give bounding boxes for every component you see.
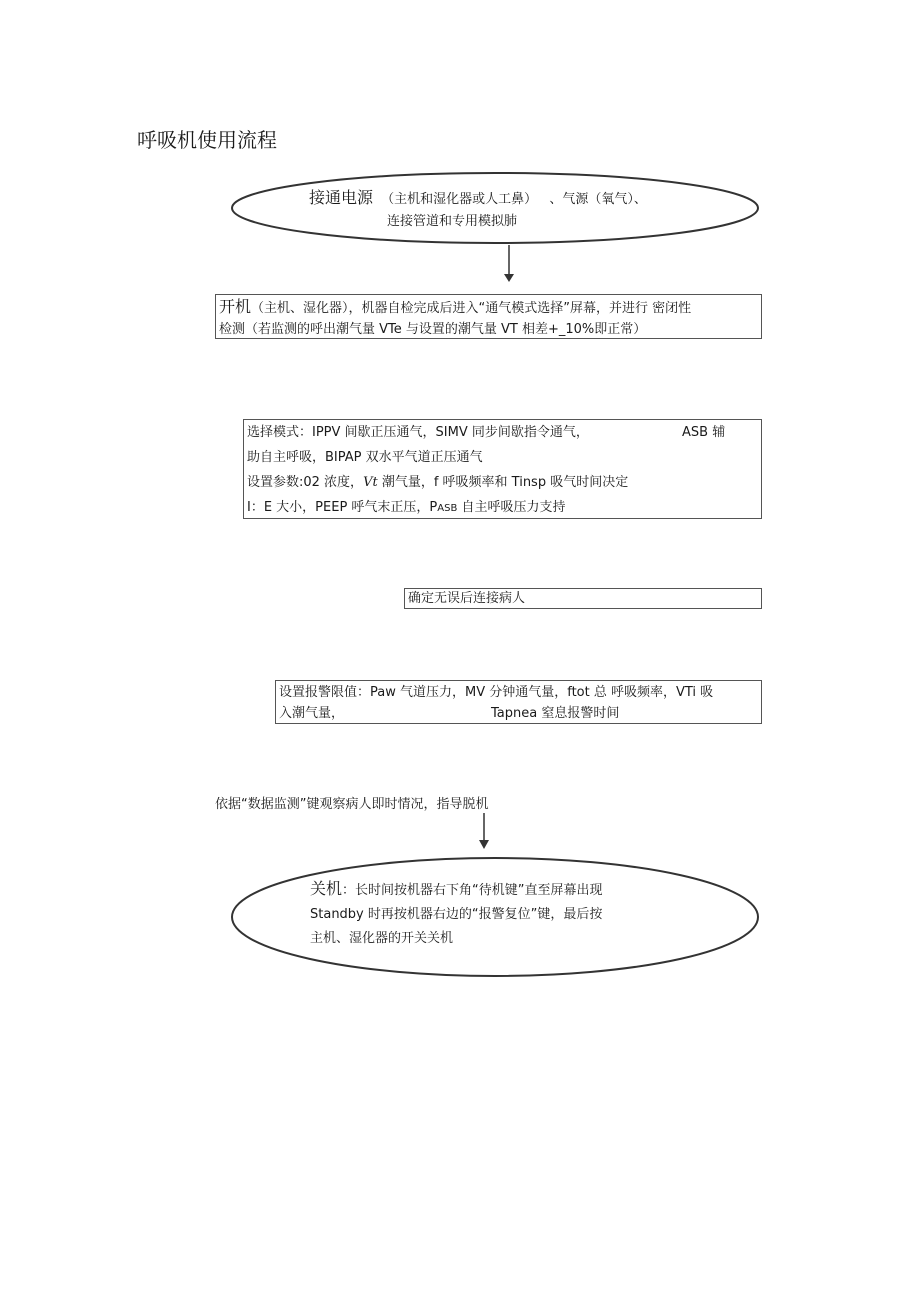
startup-lead: 开机 [219, 297, 252, 316]
power-on-line-1 [309, 185, 647, 208]
shutdown-line-1 [310, 876, 603, 899]
connect-patient-text: 确定无误后连接病人 [408, 591, 526, 606]
shutdown-line-1-rest: ：长时间按机器右下角“待机键”直至屏幕出现 [342, 883, 603, 898]
connect-patient-box [404, 588, 762, 609]
alarm-line-2 [279, 703, 758, 724]
startup-box [215, 294, 762, 339]
power-on-main: 接通电源 [309, 188, 374, 207]
power-on-line-2: 连接管道和专用模拟肺 [387, 214, 518, 229]
mode-line-4 [247, 495, 758, 521]
power-on-paren: （主机和湿化器或人工鼻） [381, 192, 538, 207]
startup-line-2: 检测（若监测的呼出潮气量 VTe 与设置的潮气量 VT 相差+_10%即正常） [219, 322, 647, 337]
mode-line-3 [247, 470, 758, 495]
shutdown-line-3: 主机、湿化器的开关关机 [310, 931, 454, 946]
page-title: 呼吸机使用流程 [137, 128, 277, 152]
mode-line-4-post: 自主呼吸压力支持 [457, 500, 566, 515]
power-on-ellipse [232, 173, 758, 243]
alarm-line-2-a: 入潮气量， [279, 706, 345, 721]
mode-line-1-b: ASB 辅 [682, 425, 726, 440]
alarm-line-2-b: Tapnea 窒息报警时间 [491, 706, 620, 721]
arrow-1-head [504, 274, 514, 282]
mode-line-4-sub: ASB [437, 503, 458, 514]
mode-line-3-vt: Vt [363, 475, 378, 490]
shutdown-lead: 关机 [310, 879, 343, 898]
mode-line-1-a: 选择模式：IPPV 间歇正压通气，SIMV 同步间歇指令通气， [247, 425, 589, 440]
arrow-2-head [479, 840, 489, 849]
mode-line-3-pre: 设置参数:02 浓度， [247, 475, 364, 490]
monitoring-text: 依据“数据监测”键观察病人即时情况，指导脱机 [215, 797, 489, 812]
mode-settings-box [243, 419, 762, 519]
power-on-gas: 、气源（氧气）、 [549, 192, 647, 207]
alarm-settings-box [275, 680, 762, 724]
mode-line-1 [247, 420, 758, 445]
mode-line-2: 助自主呼吸，BIPAP 双水平气道正压通气 [247, 450, 483, 465]
shutdown-line-2: Standby 时再按机器右边的“报警复位”键，最后按 [310, 907, 603, 922]
mode-line-4-pre: I：E 大小，PEEP 呼气末正压，P [247, 500, 438, 515]
mode-line-3-post: 潮气量，f 呼吸频率和 Tinsp 吸气时间决定 [377, 475, 629, 490]
alarm-line-1: 设置报警限值：Paw 气道压力，MV 分钟通气量，ftot 总 呼吸频率，VTi 吸 [279, 685, 714, 700]
startup-line-1-rest: （主机、湿化器），机器自检完成后进入“通气模式选择”屏幕，并进行 密闭性 [251, 301, 692, 316]
startup-line-1 [219, 296, 758, 319]
